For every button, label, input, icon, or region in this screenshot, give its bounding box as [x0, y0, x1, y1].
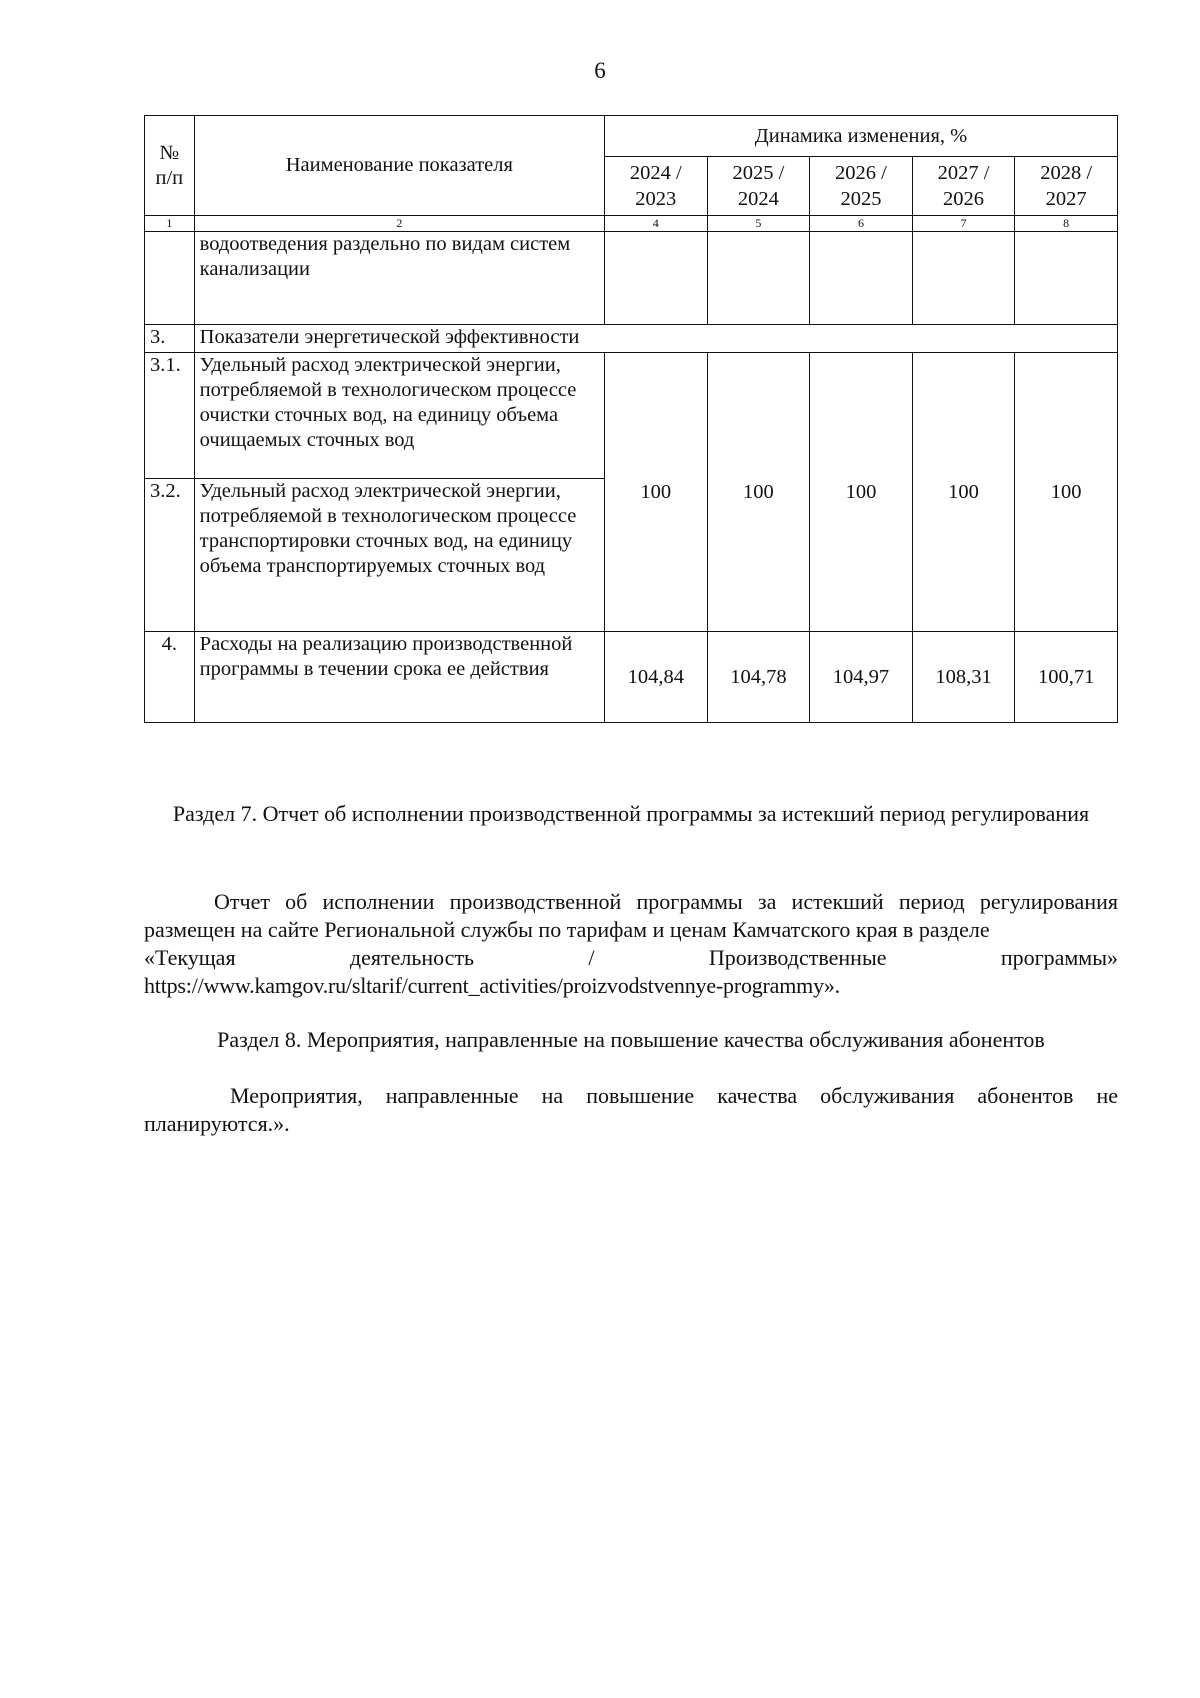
section-8-paragraph [144, 1082, 1118, 1138]
word: «Текущая [144, 945, 236, 970]
column-number: 2 [194, 216, 604, 232]
section-7-title: Раздел 7. Отчет об исполнении производственной программы за истекший период регулирования [172, 801, 1090, 826]
value-cell: 104,97 [810, 632, 913, 723]
header-year: 2025 / 2024 [707, 157, 810, 216]
row-num [145, 232, 195, 325]
section-7-text [144, 888, 1118, 944]
header-year: 2028 / 2027 [1015, 157, 1118, 216]
header-num: № п/п [145, 116, 195, 216]
value-cell [810, 232, 913, 325]
value-cell: 108,31 [912, 632, 1015, 723]
word: Производственные [708, 945, 887, 970]
value-cell: 104,84 [605, 632, 708, 723]
header-year: 2027 / 2026 [912, 157, 1015, 216]
column-number: 4 [605, 216, 708, 232]
row-num: 4. [145, 632, 195, 723]
value-cell [1015, 232, 1118, 325]
section-7-url: https://www.kamgov.ru/sltarif/current_activities/proizvodstvennye-programmy». [144, 973, 840, 998]
value-cell [707, 232, 810, 325]
column-number-row [145, 216, 1118, 232]
section-8-text: Мероприятия, направленные на повышение качества обслуживания абонентов не планируются.». [144, 1083, 1118, 1136]
value-cell: 100 [1015, 353, 1118, 632]
value-cell: 100 [605, 353, 708, 632]
row-name: Показатели энергетической эффективности [194, 325, 1117, 353]
word: программы» [1000, 945, 1118, 970]
column-number: 8 [1015, 216, 1118, 232]
section-7-spread-line [144, 944, 1118, 972]
column-number: 5 [707, 216, 810, 232]
value-cell [912, 232, 1015, 325]
header-year: 2026 / 2025 [810, 157, 913, 216]
header-year: 2024 / 2023 [605, 157, 708, 216]
section-7-line: Отчет об исполнении производственной программы за истекший период регулирования размещен на сайте Региональной службы по тарифам и ценам Камчатского края в разделе [144, 889, 1118, 942]
table-row [145, 632, 1118, 723]
value-cell: 100,71 [1015, 632, 1118, 723]
value-cell: 100 [912, 353, 1015, 632]
row-name: водоотведения раздельно по видам систем канализации [194, 232, 604, 325]
table-row [145, 232, 1118, 325]
value-cell [605, 232, 708, 325]
column-number: 6 [810, 216, 913, 232]
column-number: 1 [145, 216, 195, 232]
row-num: 3. [145, 325, 195, 353]
page-number: 6 [594, 58, 606, 83]
row-name: Удельный расход электрической энергии, потребляемой в технологическом процессе транспортировки сточных вод, на единицу объема транспортируемых сточных вод [194, 479, 604, 632]
row-num: 3.2. [145, 479, 195, 632]
header-dynamics: Динамика изменения, % [605, 116, 1118, 157]
indicators-table [144, 115, 1118, 723]
column-number: 7 [912, 216, 1015, 232]
section-7-paragraph [144, 888, 1118, 1000]
table-row [145, 325, 1118, 353]
value-cell: 104,78 [707, 632, 810, 723]
section-8-title: Раздел 8. Мероприятия, направленные на повышение качества обслуживания абонентов [217, 1027, 1045, 1052]
row-num: 3.1. [145, 353, 195, 479]
word: / [588, 945, 595, 970]
header-name: Наименование показателя [194, 116, 604, 216]
table-row [145, 353, 1118, 479]
value-cell: 100 [810, 353, 913, 632]
word: деятельность [349, 945, 475, 970]
value-cell: 100 [707, 353, 810, 632]
row-name: Удельный расход электрической энергии, потребляемой в технологическом процессе очистки сточных вод, на единицу объема очищаемых сточных вод [194, 353, 604, 479]
row-name: Расходы на реализацию производственной программы в течении срока ее действия [194, 632, 604, 723]
table-header-row [145, 116, 1118, 157]
